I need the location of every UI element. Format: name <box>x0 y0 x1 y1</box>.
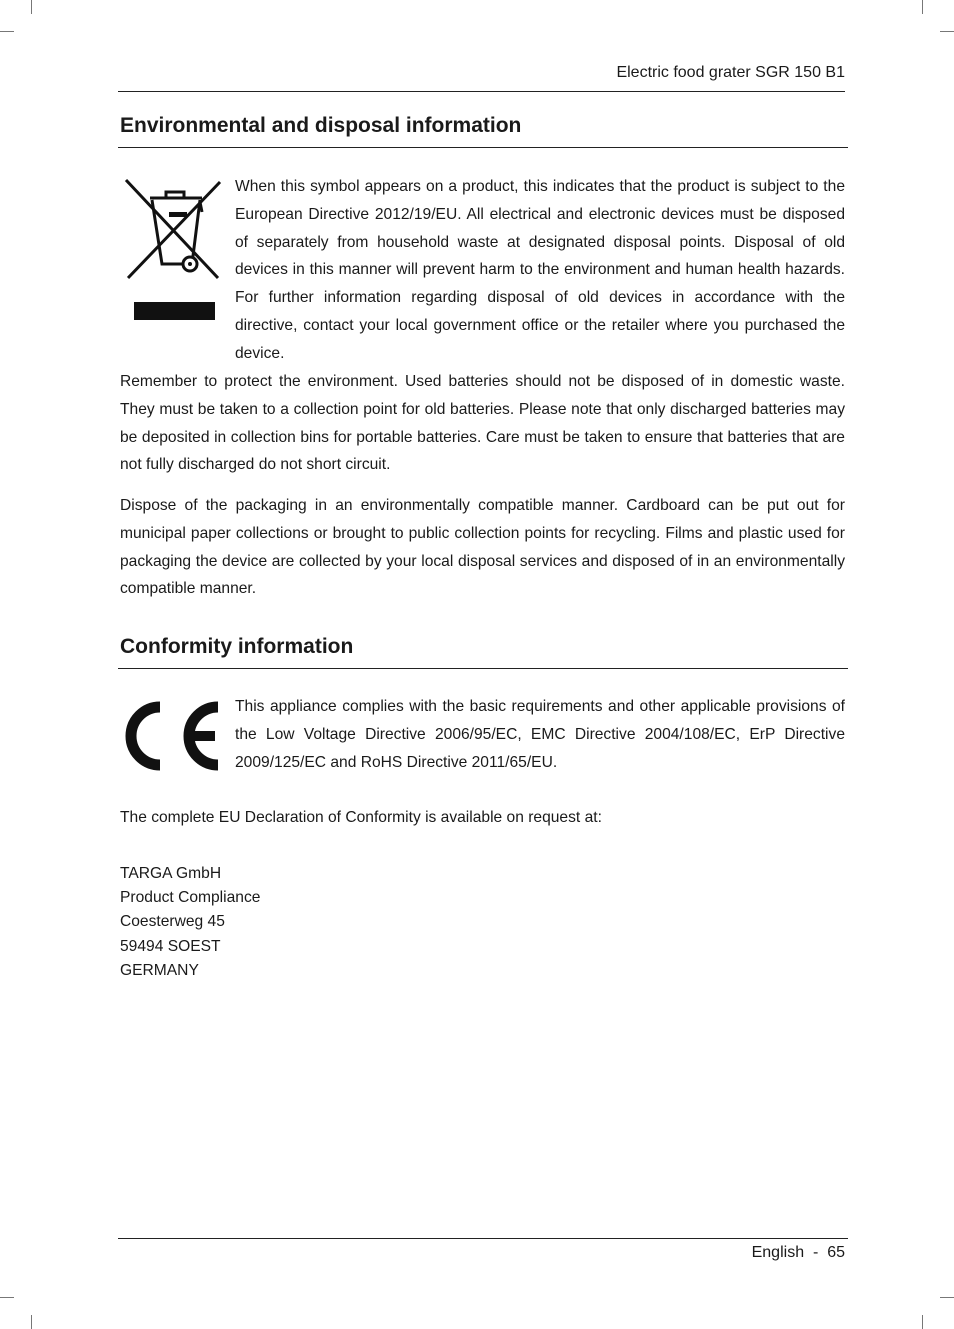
footer-rule <box>118 1238 848 1239</box>
crop-mark <box>940 31 954 32</box>
packaging-paragraph: Dispose of the packaging in an environmentally compatible manner. Cardboard can be put out for municipal paper collections or brought to public collection points for recycling. Films and plastic used for packaging the device are collected by your local disposal services and disposed of in an environmentally compatible manner. <box>120 497 845 598</box>
weee-paragraph: When this symbol appears on a product, this indicates that the product is subject to the European Directive 2012/19/EU. All electrical and electronic devices must be disposed of separately from household waste at designated disposal points. Disposal of old devices in this manner will prevent harm to the environment and human health hazards. For further information regarding disposal of old devices in accordance with the directive, contact your local government office or the retailer where you purchased the device. <box>235 178 845 362</box>
ce-mark-icon <box>118 698 224 774</box>
crop-mark <box>922 1315 923 1329</box>
footer-language: English <box>751 1244 805 1261</box>
address-block <box>120 862 260 983</box>
page-footer <box>118 1242 845 1264</box>
crop-mark <box>31 1315 32 1329</box>
crossed-out-wheelie-bin-icon <box>122 178 224 324</box>
crop-mark <box>0 1297 14 1298</box>
conformity-heading: Conformity information <box>120 635 354 658</box>
declaration-paragraph: The complete EU Declaration of Conformity is available on request at: <box>120 809 602 826</box>
footer-separator: - <box>812 1244 819 1261</box>
battery-paragraph: Remember to protect the environment. Used batteries should not be disposed of in domestic waste. They must be taken to a collection point for old batteries. Please note that only discharged batteries may be deposited in collection bins for portable batteries. Care must be taken to ensure that batteries that are not fully discharged do not short circuit. <box>120 373 845 474</box>
address-country: GERMANY <box>120 961 199 979</box>
address-street: Coesterweg 45 <box>120 913 225 931</box>
environmental-heading-rule <box>118 147 848 148</box>
address-department: Product Compliance <box>120 889 261 907</box>
address-company: TARGA GmbH <box>120 865 222 882</box>
environmental-heading: Environmental and disposal information <box>120 114 522 137</box>
page-number: 65 <box>827 1244 845 1261</box>
crop-mark <box>31 0 32 14</box>
crop-mark <box>922 0 923 14</box>
address-city: 59494 SOEST <box>120 937 221 955</box>
crop-mark <box>940 1297 954 1298</box>
running-header: Electric food grater SGR 150 B1 <box>616 64 845 81</box>
conformity-paragraph: This appliance complies with the basic requirements and other applicable provisions of the Low Voltage Directive 2006/95/EC, EMC Directive 2004/108/EC, ErP Directive 2009/125/EC and RoHS Directive 2011/65/EU. <box>235 698 845 771</box>
crop-mark <box>0 31 14 32</box>
header-rule <box>118 91 845 92</box>
conformity-heading-rule <box>118 668 848 669</box>
